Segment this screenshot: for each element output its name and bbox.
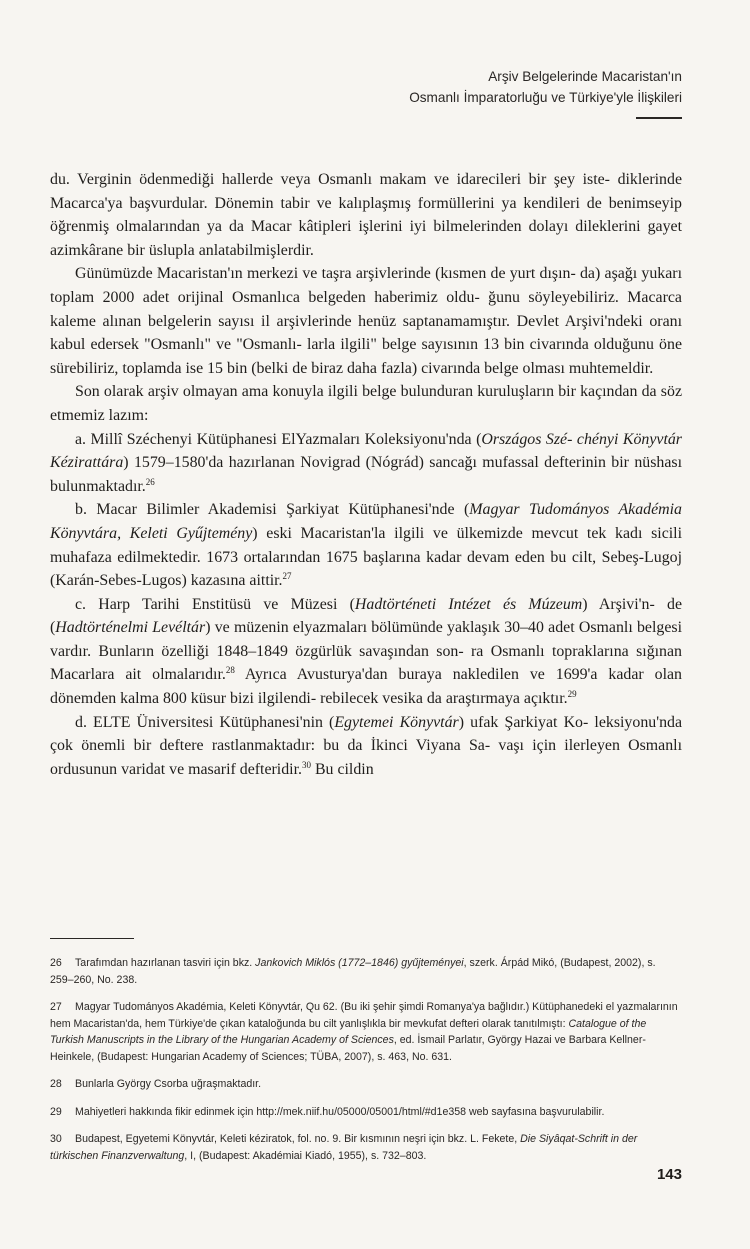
footnote-ref: 30: [301, 759, 311, 770]
list-item-c: c. Harp Tarihi Enstitüsü ve Müzesi (Hadtörténeti Intézet és Múzeum) Arşivi'n- de (Hadtörténelmi Levéltár) ve müzenin elyazmaları bölümünde yaklaşık 30–40 adet Osmanlı belgesi vardır. Bunların özelliği 1848–1849 özgürlük savaşından son- ra Osmanlı topraklarına sığınan Macarlara ait olmalarıdır.$^{28}$ Ayrıca Avusturya'dan buraya nakledilen ve 1699'a kadar olan dönemden kalma 800 küsur bizi ilgilendi- rebilecek vesika da araştırmaya açıktır.$^{29}$: [50, 595, 683, 708]
footnote-rule: [50, 938, 134, 939]
paragraph-3: Son olarak arşiv olmayan ama konuyla ilgili belge bulunduran kuruluşların bir kaçından da söz etmemiz lazım:: [50, 383, 682, 424]
italic-title: Egytemei Könyvtár: [334, 713, 459, 731]
running-header-line-1: Arşiv Belgelerinde Macaristan'ın: [488, 69, 682, 84]
body-text: [50, 168, 682, 781]
paragraph-1: du. Verginin ödenmediği hallerde veya Osmanlı makam ve idarecileri bir şey iste- diklerinde Macarca'ya başvurdular. Dönemin tabir ve kalıplaşmış formüllerini ya kendileri de benimseyip öğrenmiş olmalarından ya da Macar kâtipleri işlerini iyi bilmelerinden dolayı dileklerini gayet azimkârane bir üslupla anlatabilmişlerdir.: [50, 171, 682, 259]
paragraph-2: Günümüzde Macaristan'ın merkezi ve taşra arşivlerinde (kısmen de yurt dışın- da) aşağı yukarı toplam 2000 adet orijinal Osmanlıca belgeden haberimiz oldu- ğunu söyleyebiliriz. Macarca kaleme alınan belgelerin sayısı il arşivlerinde henüz saptanamamıştır. Devlet Arşivi'ndeki oranı kabul edersek "Osmanlı" ve "Osmanlı- larla ilgili" belge sayısının 13 bin civarında olduğunu öne sürebiliriz, toplamda ise 15 bin (belki de biraz daha fazla) civarında belge olması muhtemeldir.: [50, 265, 682, 377]
list-item-b: b. Macar Bilimler Akademisi Şarkiyat Kütüphanesi'nde (Magyar Tudományos Akadémia Könyvtára, Keleti Gyűjtemény) eski Macaristan'la ilgili ve ülkemizde mevcut tek kadı sicili muhafaza edilmektedir. 1673 ortalarından 1675 başlarına kadar devam eden bu cilt, Sebeş-Lugoj (Karán-Sebes-Lugos) kazasına aittir.$^{27}$: [50, 501, 682, 590]
header-rule: [636, 117, 682, 119]
italic-title: Hadtörténeti Intézet és Múzeum: [354, 595, 583, 613]
footnote-26: 26 Tarafımdan hazırlanan tasviri için bkz. Jankovich Miklós (1772–1846) gyűjteményei, szerk. Árpád Mikó, (Budapest, 2002), s. 259–260, No. 238.: [50, 957, 656, 986]
running-header-line-2: Osmanlı İmparatorluğu ve Türkiye'yle İlişkileri: [409, 90, 682, 105]
footnote-28: 28 Bunlarla György Csorba uğraşmaktadır.: [50, 1078, 262, 1090]
running-header: [409, 66, 682, 108]
italic-title: Magyar Tudományos Akadémia Könyvtára, Keleti Gyűjtemény: [50, 501, 682, 542]
footnote-ref: 26: [145, 476, 155, 487]
footnote-link: Mahiyetleri hakkında fikir edinmek için http://mek.niif.hu/05000/05001/html/#d1e358 web sayfasına başvurulabilir.: [75, 1105, 605, 1118]
footnote-ref: 28: [225, 665, 235, 676]
footnote-30: 30 Budapest, Egyetemi Könyvtár, Keleti kéziratok, fol. no. 9. Bir kısmının neşri için bkz. L. Fekete, Die Siyâqat-Schrift in der türkischen Finanzverwaltung, I, (Budapest: Akadémiai Kiadó, 1955), s. 732–803.: [50, 1133, 638, 1162]
italic-title: Országos Szé- chényi Könyvtár Kézirattára: [50, 430, 682, 472]
footnote-ref: 29: [567, 689, 577, 700]
page-number: 143: [656, 1166, 682, 1183]
list-item-d: d. ELTE Üniversitesi Kütüphanesi'nin (Egytemei Könyvtár) ufak Şarkiyat Ko- leksiyonu'nda çok önemli bir deftere rastlanmaktadır: bu da İkinci Viyana Sa- vaşı için ilerleyen Osmanlı ordusunun varidat ve masarif defteridir.$^{30}$ Bu cildin: [50, 713, 683, 778]
footnote-29: 29 Mahiyetleri hakkında fikir edinmek için http://mek.niif.hu/05000/05001/html/#d1e358 web sayfasına başvurulabilir.: [50, 1105, 605, 1118]
footnote-27: 27 Magyar Tudományos Akadémia, Keleti Könyvtár, Qu 62. (Bu iki şehir şimdi Romanya'ya bağlıdır.) Kütüphanedeki el yazmalarının hem Macaristan'da, hem Türkiye'de çıkan kataloğunda bu cilt yanlışlıkla bir mevkufat defteri olarak tanıtılmıştı: Catalogue of the Turkish Manuscripts in the Library of the Hungarian Academy of Sciences, ed. İsmail Parlatır, György Hazai ve Barbara Kellner-Heinkele, (Budapest: Hungarian Academy of Sciences; TÜBA, 2007), s. 463, No. 631.: [50, 1001, 678, 1063]
footnote-ref: 27: [282, 571, 292, 582]
italic-title: Hadtörténelmi Levéltár: [55, 619, 206, 637]
footnotes: [50, 955, 682, 1175]
list-item-a: a. Millî Széchenyi Kütüphanesi ElYazmaları Koleksiyonu'nda (Országos Szé- chényi Könyvtár Kézirattára) 1579–1580'da hazırlanan Novigrad (Nógrád) sancağı mufassal defterinin bir nüshası bulunmaktadır.$^{26}$: [50, 430, 682, 495]
